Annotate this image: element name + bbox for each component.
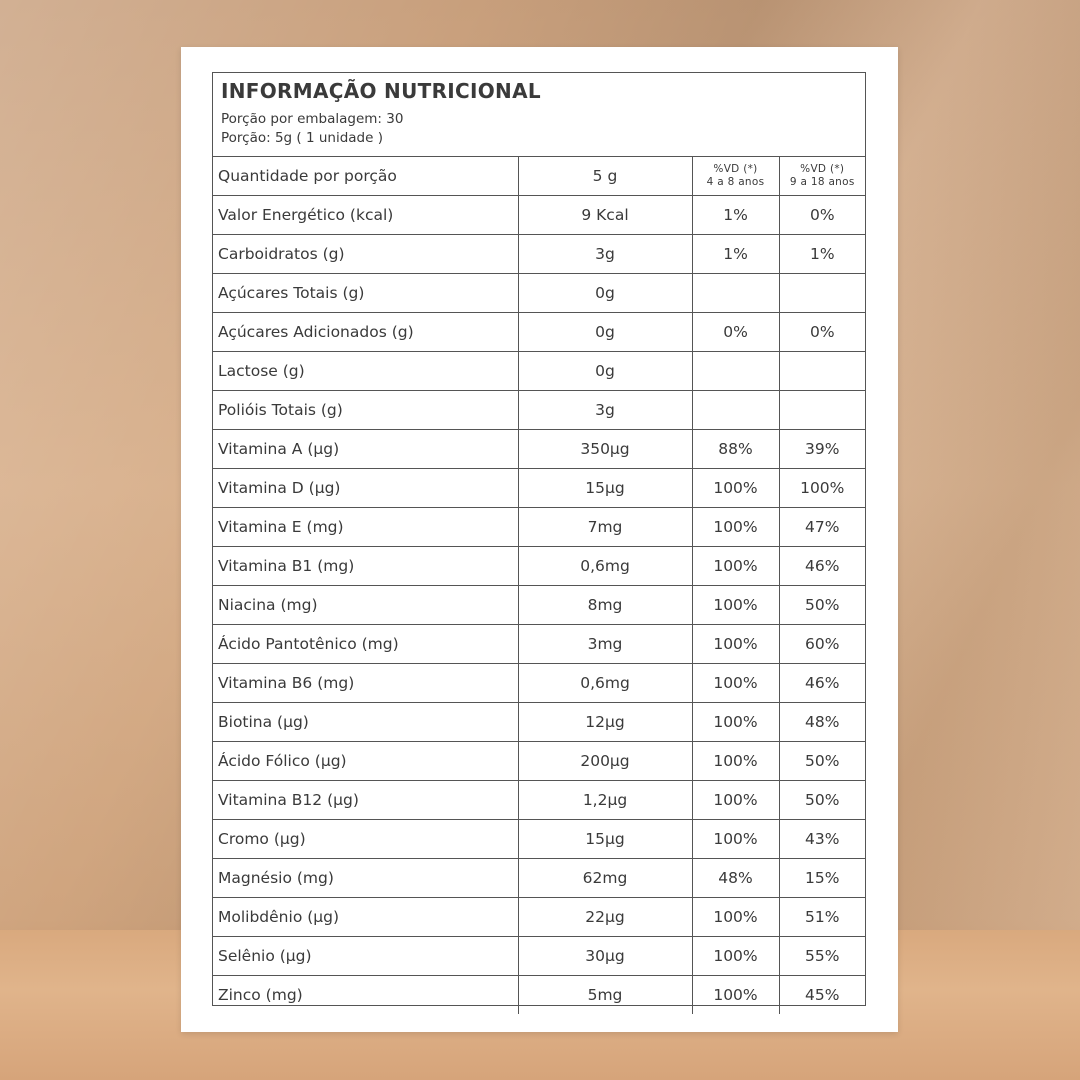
nutrient-name: Magnésio (mg) bbox=[213, 859, 518, 898]
nutrient-vd-4-8: 100% bbox=[692, 547, 779, 586]
nutrient-vd-9-18: 51% bbox=[779, 898, 865, 937]
nutrient-name: Zinco (mg) bbox=[213, 976, 518, 1015]
nutrient-vd-9-18: 15% bbox=[779, 859, 865, 898]
nutrient-quantity: 7mg bbox=[518, 508, 692, 547]
nutrient-vd-4-8: 100% bbox=[692, 781, 779, 820]
nutrient-vd-4-8: 100% bbox=[692, 469, 779, 508]
nutrient-name: Valor Energético (kcal) bbox=[213, 196, 518, 235]
nutrient-row bbox=[213, 274, 865, 313]
nutrient-vd-9-18: 47% bbox=[779, 508, 865, 547]
nutrient-vd-9-18: 55% bbox=[779, 937, 865, 976]
nutrient-vd-9-18: 46% bbox=[779, 547, 865, 586]
nutrient-quantity: 200µg bbox=[518, 742, 692, 781]
nutrient-row bbox=[213, 313, 865, 352]
nutrient-row bbox=[213, 742, 865, 781]
nutrient-vd-9-18: 43% bbox=[779, 820, 865, 859]
amount-value: 5 g bbox=[518, 157, 692, 196]
nutrient-name: Niacina (mg) bbox=[213, 586, 518, 625]
nutrient-vd-4-8: 100% bbox=[692, 703, 779, 742]
servings-per-package: Porção por embalagem: 30 bbox=[221, 111, 404, 127]
nutrient-vd-4-8: 100% bbox=[692, 937, 779, 976]
nutrient-name: Cromo (µg) bbox=[213, 820, 518, 859]
nutrient-vd-9-18: 50% bbox=[779, 586, 865, 625]
nutrient-vd-4-8: 100% bbox=[692, 976, 779, 1015]
nutrient-name: Carboidratos (g) bbox=[213, 235, 518, 274]
nutrient-vd-4-8: 100% bbox=[692, 664, 779, 703]
nutrient-quantity: 12µg bbox=[518, 703, 692, 742]
nutrient-quantity: 9 Kcal bbox=[518, 196, 692, 235]
nutrient-vd-4-8 bbox=[692, 391, 779, 430]
nutrient-vd-4-8 bbox=[692, 274, 779, 313]
vd-header-4-8-line2: 4 a 8 anos bbox=[706, 176, 765, 188]
nutrient-vd-4-8: 0% bbox=[692, 313, 779, 352]
nutrient-row bbox=[213, 352, 865, 391]
nutrient-quantity: 1,2µg bbox=[518, 781, 692, 820]
nutrient-quantity: 3mg bbox=[518, 625, 692, 664]
nutrient-name: Ácido Fólico (µg) bbox=[213, 742, 518, 781]
nutrient-vd-4-8: 100% bbox=[692, 820, 779, 859]
vd-header-4-8-line1: %VD (*) bbox=[713, 163, 758, 175]
nutrient-row bbox=[213, 625, 865, 664]
nutrient-name: Ácido Pantotênico (mg) bbox=[213, 625, 518, 664]
column-header-row bbox=[213, 157, 865, 196]
nutrient-vd-9-18: 100% bbox=[779, 469, 865, 508]
nutrient-row bbox=[213, 703, 865, 742]
nutrient-quantity: 0,6mg bbox=[518, 664, 692, 703]
nutrient-vd-4-8: 1% bbox=[692, 235, 779, 274]
nutrient-row bbox=[213, 976, 865, 1015]
serving-size: Porção: 5g ( 1 unidade ) bbox=[221, 130, 383, 146]
nutrient-name: Vitamina B1 (mg) bbox=[213, 547, 518, 586]
nutrient-quantity: 15µg bbox=[518, 469, 692, 508]
nutrient-name: Açúcares Adicionados (g) bbox=[213, 313, 518, 352]
nutrient-name: Polióis Totais (g) bbox=[213, 391, 518, 430]
nutrient-row bbox=[213, 898, 865, 937]
nutrient-row bbox=[213, 430, 865, 469]
nutrient-vd-4-8: 100% bbox=[692, 898, 779, 937]
nutrient-quantity: 3g bbox=[518, 235, 692, 274]
nutrient-quantity: 0g bbox=[518, 352, 692, 391]
nutrient-quantity: 0,6mg bbox=[518, 547, 692, 586]
nutrient-vd-4-8 bbox=[692, 352, 779, 391]
nutrient-table bbox=[213, 157, 865, 1014]
nutrient-vd-9-18: 0% bbox=[779, 313, 865, 352]
nutrient-vd-4-8: 100% bbox=[692, 586, 779, 625]
nutrient-vd-9-18: 48% bbox=[779, 703, 865, 742]
nutrient-row bbox=[213, 235, 865, 274]
nutrient-row bbox=[213, 391, 865, 430]
nutrient-vd-4-8: 48% bbox=[692, 859, 779, 898]
nutrient-name: Biotina (µg) bbox=[213, 703, 518, 742]
nutrient-vd-9-18: 46% bbox=[779, 664, 865, 703]
nutrient-quantity: 350µg bbox=[518, 430, 692, 469]
nutrient-row bbox=[213, 547, 865, 586]
nutrient-quantity: 3g bbox=[518, 391, 692, 430]
nutrient-name: Lactose (g) bbox=[213, 352, 518, 391]
nutrient-name: Molibdênio (µg) bbox=[213, 898, 518, 937]
nutrient-quantity: 0g bbox=[518, 313, 692, 352]
amount-header: Quantidade por porção bbox=[218, 167, 397, 185]
vd-header-9-18-line2: 9 a 18 anos bbox=[789, 176, 855, 188]
nutrient-vd-4-8: 100% bbox=[692, 625, 779, 664]
nutrient-row bbox=[213, 781, 865, 820]
nutrient-vd-9-18: 45% bbox=[779, 976, 865, 1015]
vd-header-4-8 bbox=[692, 157, 779, 196]
nutrient-vd-9-18: 1% bbox=[779, 235, 865, 274]
nutrient-row bbox=[213, 469, 865, 508]
nutrient-vd-4-8: 100% bbox=[692, 742, 779, 781]
nutrient-vd-9-18 bbox=[779, 352, 865, 391]
nutrient-vd-9-18: 39% bbox=[779, 430, 865, 469]
nutrient-name: Vitamina B12 (µg) bbox=[213, 781, 518, 820]
nutrient-vd-9-18: 50% bbox=[779, 781, 865, 820]
nutrient-quantity: 5mg bbox=[518, 976, 692, 1015]
nutrient-vd-4-8: 1% bbox=[692, 196, 779, 235]
nutrient-name: Vitamina A (µg) bbox=[213, 430, 518, 469]
nutrient-quantity: 30µg bbox=[518, 937, 692, 976]
nutrient-row bbox=[213, 937, 865, 976]
nutrient-vd-9-18: 0% bbox=[779, 196, 865, 235]
nutrient-vd-9-18: 50% bbox=[779, 742, 865, 781]
nutrient-row bbox=[213, 586, 865, 625]
vd-header-9-18 bbox=[779, 157, 865, 196]
nutrient-name: Vitamina B6 (mg) bbox=[213, 664, 518, 703]
nutrient-name: Açúcares Totais (g) bbox=[213, 274, 518, 313]
nutrient-name: Vitamina E (mg) bbox=[213, 508, 518, 547]
nutrient-vd-9-18 bbox=[779, 274, 865, 313]
vd-header-9-18-line1: %VD (*) bbox=[800, 163, 845, 175]
nutrient-vd-9-18: 60% bbox=[779, 625, 865, 664]
nutrient-row bbox=[213, 664, 865, 703]
nutrition-table bbox=[212, 72, 866, 1006]
nutrient-quantity: 62mg bbox=[518, 859, 692, 898]
nutrient-quantity: 8mg bbox=[518, 586, 692, 625]
label-header bbox=[213, 73, 865, 157]
nutrient-row bbox=[213, 508, 865, 547]
nutrition-label-card bbox=[181, 47, 898, 1032]
nutrient-quantity: 22µg bbox=[518, 898, 692, 937]
nutrient-quantity: 0g bbox=[518, 274, 692, 313]
nutrient-quantity: 15µg bbox=[518, 820, 692, 859]
nutrient-name: Vitamina D (µg) bbox=[213, 469, 518, 508]
nutrient-name: Selênio (µg) bbox=[213, 937, 518, 976]
nutrient-vd-4-8: 100% bbox=[692, 508, 779, 547]
nutrient-row bbox=[213, 820, 865, 859]
label-title: INFORMAÇÃO NUTRICIONAL bbox=[221, 79, 541, 103]
nutrient-row bbox=[213, 859, 865, 898]
nutrient-vd-9-18 bbox=[779, 391, 865, 430]
nutrient-row bbox=[213, 196, 865, 235]
nutrient-vd-4-8: 88% bbox=[692, 430, 779, 469]
